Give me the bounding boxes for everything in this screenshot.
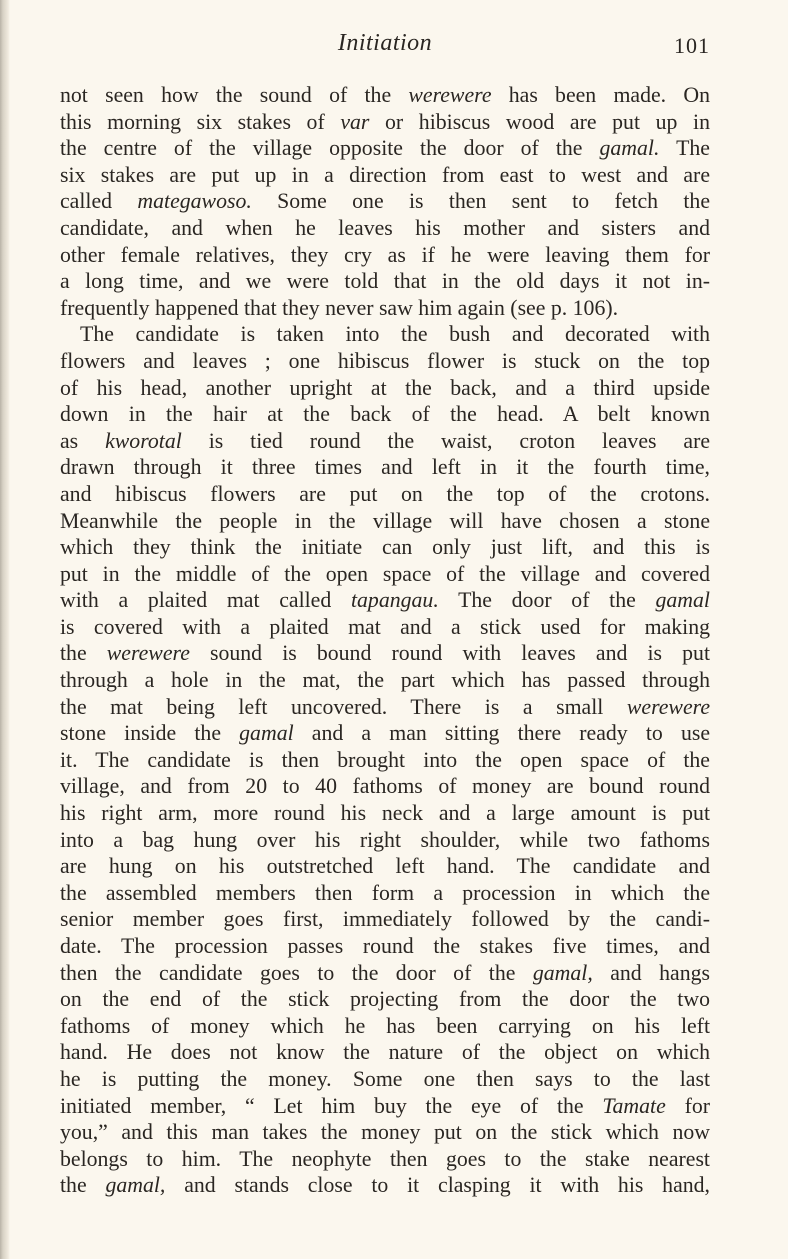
text-fragment: you,” and this man takes the money put on the stick which now: [60, 1120, 710, 1145]
text-line: [60, 295, 710, 322]
text-line: [60, 720, 710, 747]
text-fragment: is covered with a plaited mat and a stick used for making: [60, 614, 710, 639]
text-line: [60, 960, 710, 987]
text-fragment: Some one is then sent to fetch the: [251, 189, 711, 214]
italic-term: gamal: [655, 588, 710, 613]
text-fragment: it. The candidate is then brought into the open space of the: [60, 747, 710, 772]
text-line: [60, 268, 710, 295]
text-fragment: then the candidate goes to the door of the: [60, 960, 533, 985]
text-line: [60, 1066, 710, 1093]
text-fragment: for: [665, 1093, 710, 1118]
text-fragment: stone inside the: [60, 721, 240, 746]
text-line: [60, 1013, 710, 1040]
italic-term: tapangau.: [350, 588, 439, 613]
text-fragment: flowers and leaves ; one hibiscus flower is stuck on the top: [60, 348, 710, 373]
text-fragment: a long time, and we were told that in the old days it not in-: [60, 269, 710, 294]
text-line: [60, 933, 710, 960]
text-line: [60, 188, 710, 215]
text-line: [60, 1093, 710, 1120]
text-line: [60, 534, 710, 561]
text-fragment: and a man sitting there ready to use: [293, 721, 710, 746]
text-fragment: the mat being left uncovered. There is a small: [60, 694, 627, 719]
text-line: [60, 667, 710, 694]
text-fragment: and hibiscus flowers are put on the top of the crotons.: [60, 481, 710, 506]
text-line: [60, 747, 710, 774]
text-fragment: put in the middle of the open space of the village and covered: [60, 561, 710, 586]
text-fragment: six stakes are put up in a direction from east to west and are: [60, 162, 710, 187]
text-fragment: hand. He does not know the nature of the object on which: [60, 1040, 710, 1065]
page-number: 101: [674, 33, 710, 58]
text-fragment: fathoms of money which he has been carrying on his left: [60, 1013, 710, 1038]
text-fragment: his right arm, more round his neck and a large amount is put: [60, 801, 710, 826]
italic-term: werewere: [408, 83, 492, 107]
text-fragment: on the end of the stick projecting from the door the two: [60, 987, 710, 1012]
text-fragment: he is putting the money. Some one then says to the last: [60, 1066, 710, 1091]
text-line: [60, 827, 710, 854]
text-fragment: Meanwhile the people in the village will have chosen a stone: [60, 508, 710, 533]
text-line: [60, 773, 710, 800]
text-fragment: senior member goes first, immediately followed by the candi-: [60, 907, 710, 932]
italic-term: werewere: [626, 694, 710, 719]
italic-term: gamal.: [599, 136, 660, 161]
text-fragment: the centre of the village opposite the door of the: [60, 136, 600, 161]
text-fragment: as: [60, 428, 106, 453]
text-line: [60, 880, 710, 907]
text-fragment: sound is bound round with leaves and is put: [189, 641, 710, 666]
text-fragment: through a hole in the mat, the part which has passed through: [60, 668, 710, 693]
text-line: [60, 614, 710, 641]
italic-term: gamal,: [532, 960, 593, 985]
text-fragment: other female relatives, they cry as if he were leaving them for: [60, 242, 710, 267]
text-fragment: The: [659, 136, 710, 161]
text-fragment: initiated member, “ Let him buy the eye of the: [60, 1093, 603, 1118]
text-line: [60, 82, 710, 109]
text-fragment: candidate, and when he leaves his mother and sisters and: [60, 215, 710, 240]
text-fragment: down in the hair at the back of the head. A belt known: [60, 402, 710, 427]
text-fragment: the: [60, 641, 107, 666]
text-line: [60, 454, 710, 481]
text-line: [60, 242, 710, 269]
text-line: [60, 348, 710, 375]
text-line: [60, 1146, 710, 1173]
text-line: [60, 587, 710, 614]
text-fragment: or hibiscus wood are put up in: [369, 109, 710, 134]
italic-term: Tamate: [602, 1093, 666, 1118]
text-line: [60, 321, 710, 348]
text-line: [60, 906, 710, 933]
text-fragment: this morning six stakes of: [60, 109, 341, 134]
text-line: [60, 561, 710, 588]
italic-term: gamal,: [105, 1173, 166, 1198]
text-fragment: drawn through it three times and left in it the fourth time,: [60, 455, 710, 480]
text-line: [60, 215, 710, 242]
text-line: [60, 1039, 710, 1066]
text-line: [60, 401, 710, 428]
text-fragment: are hung on his outstretched left hand. The candidate and: [60, 854, 710, 879]
text-line: [60, 1172, 710, 1199]
text-line: [60, 428, 710, 455]
text-fragment: the: [60, 1173, 106, 1198]
text-line: [60, 481, 710, 508]
text-fragment: village, and from 20 to 40 fathoms of money are bound round: [60, 774, 710, 799]
text-line: [60, 853, 710, 880]
text-fragment: and stands close to it clasping it with his hand,: [165, 1173, 710, 1198]
text-fragment: into a bag hung over his right shoulder, while two fathoms: [60, 827, 710, 852]
text-fragment: called: [60, 189, 138, 214]
text-fragment: is tied round the waist, croton leaves are: [181, 428, 710, 453]
text-fragment: date. The procession passes round the stakes five times, and: [60, 934, 710, 958]
italic-term: mategawoso.: [137, 189, 252, 214]
text-line: [60, 135, 710, 162]
text-fragment: The door of the: [438, 588, 656, 613]
italic-term: var: [340, 109, 370, 134]
text-line: [60, 162, 710, 189]
text-line: [60, 109, 710, 136]
text-fragment: The candidate is taken into the bush and decorated with: [80, 322, 710, 347]
italic-term: werewere: [106, 641, 190, 666]
text-fragment: not seen how the sound of the: [60, 83, 409, 107]
text-fragment: and hangs: [592, 960, 710, 985]
text-line: [60, 986, 710, 1013]
text-fragment: of his head, another upright at the back, and a third upside: [60, 375, 710, 400]
running-head: [60, 30, 710, 62]
running-title: Initiation: [337, 30, 433, 56]
text-line: [60, 375, 710, 402]
text-line: [60, 508, 710, 535]
text-fragment: which they think the initiate can only just lift, and this is: [60, 535, 710, 560]
text-line: [60, 800, 710, 827]
text-fragment: with a plaited mat called: [60, 588, 351, 613]
italic-term: gamal: [239, 721, 294, 746]
body-text: [60, 82, 710, 1199]
text-fragment: the assembled members then form a procession in which the: [60, 880, 710, 905]
text-line: [60, 1119, 710, 1146]
text-fragment: belongs to him. The neophyte then goes to the stake nearest: [60, 1146, 710, 1171]
text-fragment: frequently happened that they never saw him again (see p. 106).: [60, 295, 619, 320]
text-line: [60, 694, 710, 721]
italic-term: kworotal: [105, 428, 182, 453]
page-binding-edge: [0, 0, 10, 1259]
text-fragment: has been made. On: [491, 83, 710, 107]
text-line: [60, 640, 710, 667]
